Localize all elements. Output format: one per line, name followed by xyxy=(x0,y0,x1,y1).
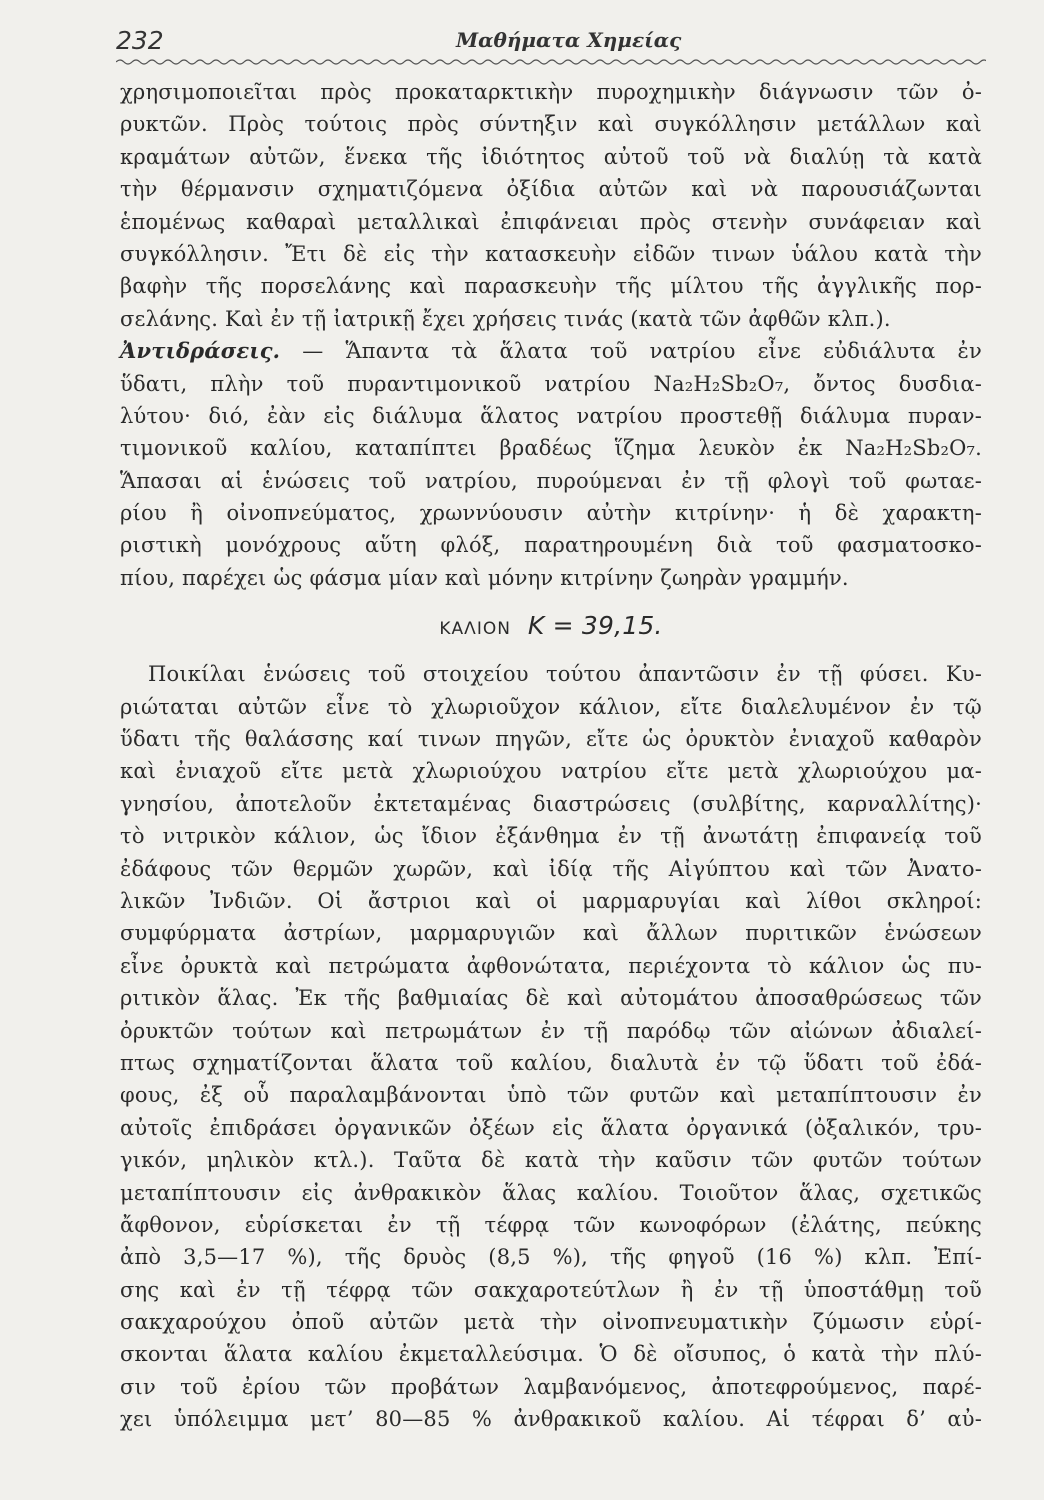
text-line: εἶνε ὀρυκτὰ καὶ πετρώματα ἀφθονώτατα, περιέχοντα τὸ κάλιον ὡς πυ- xyxy=(120,953,982,978)
text-line: ὀρυκτῶν τούτων καὶ πετρωμάτων ἐν τῇ παρόδῳ τῶν αἰώνων ἀδιαλεί- xyxy=(120,1018,982,1043)
text-line: γνησίου, ἀποτελοῦν ἐκτεταμένας διαστρώσεις (συλβίτης, καρναλλίτης)· xyxy=(120,791,982,816)
text-line: σης καὶ ἐν τῇ τέφρᾳ τῶν σακχαροτεύτλων ἢ ἐν τῇ ὑποστάθμῃ τοῦ xyxy=(120,1277,982,1302)
text-line: γικόν, μηλικὸν κτλ.). Ταῦτα δὲ κατὰ τὴν καῦσιν τῶν φυτῶν τούτων xyxy=(120,1148,982,1173)
text-line: μεταπίπτουσιν εἰς ἀνθρακικὸν ἅλας καλίου. Τοιοῦτον ἅλας, σχετικῶς xyxy=(120,1180,982,1205)
text-line: ὕδατι τῆς θαλάσσης καί τινων πηγῶν, εἴτε ὡς ὀρυκτὸν ἐνιαχοῦ καθαρὸν xyxy=(120,727,982,752)
section-heading xyxy=(120,594,982,658)
text-line: ριτικὸν ἅλας. Ἐκ τῆς βαθμιαίας δὲ καὶ αὐτομάτου ἀποσαθρώσεως τῶν xyxy=(120,986,982,1011)
running-title: Μαθήματα Χημείας xyxy=(456,28,682,52)
paragraph-reactions xyxy=(120,335,982,594)
text-line: ρίου ἢ οἰνοπνεύματος, χρωννύουσιν αὐτὴν κιτρίνην· ἡ δὲ χαρακτη- xyxy=(120,501,982,526)
text-span: — Ἅπαντα τὰ ἅλατα τοῦ νατρίου εἶνε εὐδιάλυτα ἐν xyxy=(280,339,982,364)
text-line: ἀπὸ 3,5—17 %), τῆς δρυὸς (8,5 %), τῆς φηγοῦ (16 %) κλπ. Ἐπί- xyxy=(120,1245,982,1270)
text-line: χρησιμοποιεῖται πρὸς προκαταρκτικὴν πυροχημικὴν διάγνωσιν τῶν ὀ- xyxy=(120,80,982,104)
text-line: καὶ ἐνιαχοῦ εἴτε μετὰ χλωριούχου νατρίου εἴτε μετὰ χλωριούχου μα- xyxy=(120,759,982,784)
text-line: λύτου· διό, ἐὰν εἰς διάλυμα ἅλατος νατρίου προστεθῇ διάλυμα πυραν- xyxy=(120,403,982,428)
text-line: σκονται ἅλατα καλίου ἐκμεταλλεύσιμα. Ὁ δὲ οἴσυπος, ὁ κατὰ τὴν πλύ- xyxy=(120,1342,982,1367)
header-wavy-rule xyxy=(116,58,986,66)
text-line: σιν τοῦ ἐρίου τῶν προβάτων λαμβανόμενος, ἀποτεφρούμενος, παρέ- xyxy=(120,1374,982,1399)
text-line: ἄφθονον, εὑρίσκεται ἐν τῇ τέφρᾳ τῶν κωνοφόρων (ἐλάτης, πεύκης xyxy=(120,1212,982,1237)
text-line: ριστικὴ μονόχρους αὕτη φλόξ, παρατηρουμένη διὰ τοῦ φασματοσκο- xyxy=(120,533,982,558)
section-formula: K = 39,15. xyxy=(527,611,663,641)
text-line: βαφὴν τῆς πορσελάνης καὶ παρασκευὴν τῆς μίλτου τῆς ἀγγλικῆς πορ- xyxy=(120,274,982,299)
text-line: συγκόλλησιν. Ἔτι δὲ εἰς τὴν κατασκευὴν εἰδῶν τινων ὑάλου κατὰ τὴν xyxy=(120,241,982,266)
text-line: ὕδατι, πλὴν τοῦ πυραντιμονικοῦ νατρίου Na₂H₂Sb₂O₇, ὄντος δυσδια- xyxy=(120,371,982,396)
text-line: Ἅπασαι αἱ ἑνώσεις τοῦ νατρίου, πυρούμεναι ἐν τῇ φλογὶ τοῦ φωταε- xyxy=(120,468,982,493)
text-line: ριώταται αὐτῶν εἶνε τὸ χλωριοῦχον κάλιον, εἴτε διαλελυμένον ἐν τῷ xyxy=(120,694,982,719)
text-line: τὸ νιτρικὸν κάλιον, ὡς ἴδιον ἐξάνθημα ἐν τῇ ἀνωτάτῃ ἐπιφανείᾳ τοῦ xyxy=(120,824,982,849)
text-line: χει ὑπόλειμμα μετ’ 80—85 % ἀνθρακικοῦ καλίου. Αἱ τέφραι δ’ αὐ- xyxy=(120,1407,982,1432)
text-line: πίου, παρέχει ὡς φάσμα μίαν καὶ μόνην κιτρίνην ζωηρὰν γραμμήν. xyxy=(120,565,849,590)
text-line: συμφύρματα ἀστρίων, μαρμαρυγιῶν καὶ ἄλλων πυριτικῶν ἑνώσεων xyxy=(120,921,982,946)
section-name: ΚΑΛΙΟΝ xyxy=(439,619,511,640)
text-line: τιμονικοῦ καλίου, καταπίπτει βραδέως ἵζημα λευκὸν ἐκ Na₂H₂Sb₂O₇. xyxy=(120,436,982,461)
text-line: φους, ἐξ οὗ παραλαμβάνονται ὑπὸ τῶν φυτῶν καὶ μεταπίπτουσιν ἐν xyxy=(120,1083,982,1108)
paragraph-uses xyxy=(120,76,982,335)
text-line: Ποικίλαι ἑνώσεις τοῦ στοιχείου τούτου ἀπαντῶσιν ἐν τῇ φύσει. Κυ- xyxy=(148,662,982,687)
text-line xyxy=(120,335,982,367)
text-line: πτως σχηματίζονται ἅλατα τοῦ καλίου, διαλυτὰ ἐν τῷ ὕδατι τοῦ ἐδά- xyxy=(120,1050,982,1075)
text-line: αὐτοῖς ἐπιδράσει ὀργανικῶν ὀξέων εἰς ἅλατα ὀργανικά (ὀξαλικόν, τρυ- xyxy=(120,1115,982,1140)
paragraph-potassium xyxy=(120,658,982,1435)
text-line: λικῶν Ἰνδιῶν. Οἱ ἄστριοι καὶ οἱ μαρμαρυγίαι καὶ λίθοι σκληροί: xyxy=(120,888,982,913)
page-header xyxy=(116,22,986,62)
page-number: 232 xyxy=(116,26,164,55)
text-line: ἑπομένως καθαραὶ μεταλλικαὶ ἐπιφάνειαι πρὸς στενὴν συνάφειαν καὶ xyxy=(120,209,982,234)
text-line: σακχαρούχου ὀποῦ αὐτῶν μετὰ τὴν οἰνοπνευματικὴν ζύμωσιν εὑρί- xyxy=(120,1310,982,1335)
text-line: σελάνης. Καὶ ἐν τῇ ἰατρικῇ ἔχει χρήσεις τινάς (κατὰ τῶν ἀφθῶν κλπ.). xyxy=(120,306,891,331)
text-line: ἐδάφους τῶν θερμῶν χωρῶν, καὶ ἰδίᾳ τῆς Αἰγύπτου καὶ τῶν Ἀνατο- xyxy=(120,856,982,881)
body-text xyxy=(120,76,982,1436)
text-line: τὴν θέρμανσιν σχηματιζόμενα ὀξίδια αὐτῶν καὶ νὰ παρουσιάζωνται xyxy=(120,177,982,202)
reactions-lead: Ἀντιδράσεις. xyxy=(120,338,281,364)
text-line: κραμάτων αὐτῶν, ἕνεκα τῆς ἰδιότητος αὐτοῦ τοῦ νὰ διαλύῃ τὰ κατὰ xyxy=(120,144,982,169)
text-line: ρυκτῶν. Πρὸς τούτοις πρὸς σύντηξιν καὶ συγκόλλησιν μετάλλων καὶ xyxy=(120,112,982,137)
